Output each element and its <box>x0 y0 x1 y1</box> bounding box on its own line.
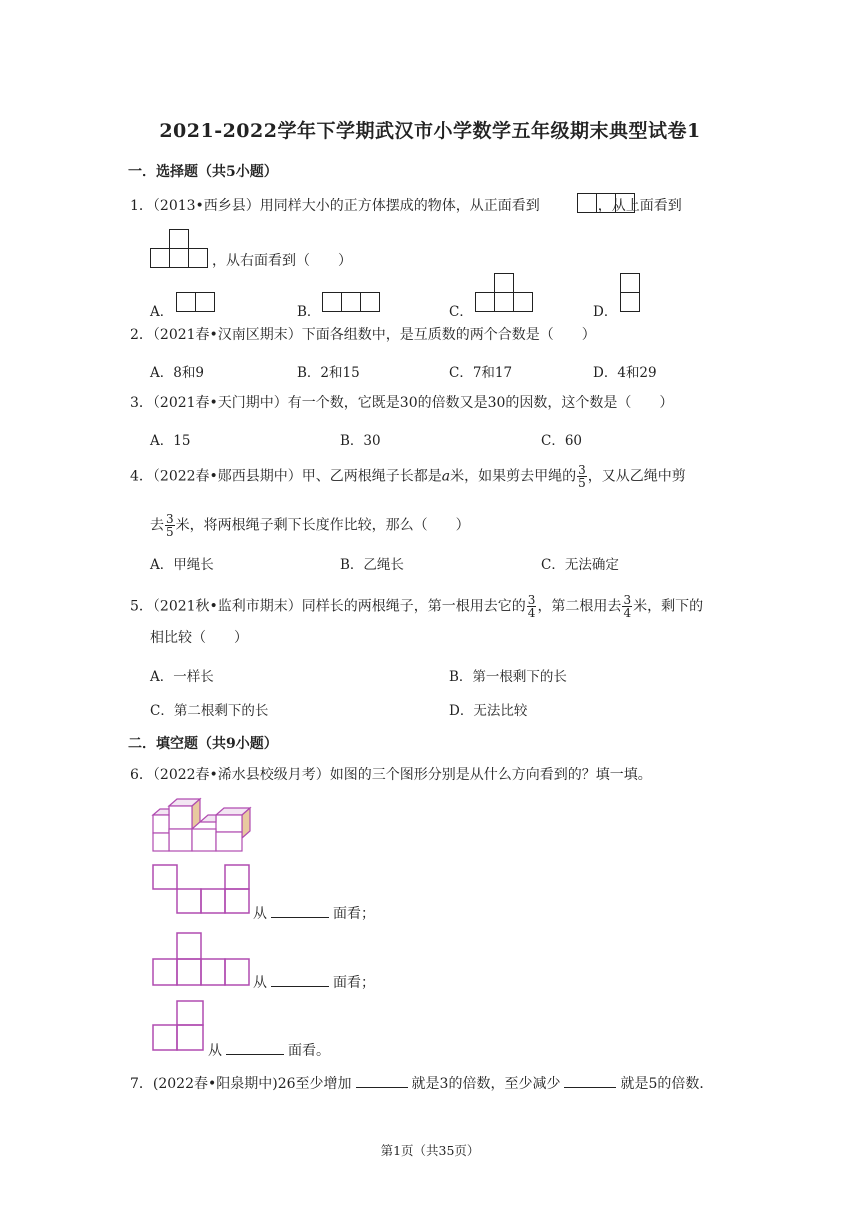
q1-option-d-label: D． <box>593 304 618 320</box>
q5-option-d: D．无法比较 <box>449 703 528 719</box>
section-heading-choice: 一．选择题（共5小题） <box>128 164 278 180</box>
fraction-three-quarters <box>527 594 537 619</box>
page-footer: 第1页（共35页） <box>380 1143 480 1158</box>
q1-option-b-figure <box>322 292 382 314</box>
q7-text-c: 就是5的倍数． <box>620 1076 714 1092</box>
q1-option-a-label: A． <box>150 304 174 320</box>
fraction-denominator: 4 <box>527 606 536 620</box>
fraction-numerator: 3 <box>623 593 632 607</box>
q7-answer-blank-2[interactable] <box>564 1075 616 1088</box>
q6-fill-3-suffix: 面看。 <box>288 1043 330 1059</box>
q6-fill-1-suffix: 面看； <box>333 906 375 922</box>
q6-fill-3-prefix: 从 <box>208 1043 222 1059</box>
fraction-denominator: 4 <box>623 606 632 620</box>
q5-option-c: C．第二根剩下的长 <box>150 703 269 719</box>
q4-option-c: C．无法确定 <box>541 557 619 573</box>
q6-fill-1-prefix: 从 <box>253 906 267 922</box>
q1-option-a-figure <box>176 292 218 314</box>
q3-option-c: C．60 <box>541 433 583 449</box>
q4-text-b: 米，如果剪去甲绳的 <box>450 468 577 485</box>
q2-option-c: C．7和17 <box>449 365 513 381</box>
q5-option-a: A．一样长 <box>150 669 214 685</box>
q5-text-b: ，第二根用去 <box>537 598 622 615</box>
fraction-numerator: 3 <box>578 463 586 477</box>
q1-option-b-label: B． <box>297 304 321 320</box>
question-1-text-b: ，从上面看到 <box>597 198 682 214</box>
q6-fill-2-suffix: 面看； <box>333 975 375 991</box>
q6-view-3-figure <box>152 1000 208 1054</box>
q1-option-d-figure <box>620 273 642 315</box>
q4-text-e: 米，将两根绳子剩下长度作比较，那么（ ） <box>175 517 470 534</box>
fraction-numerator: 3 <box>166 512 174 526</box>
page-title: 2021-2022学年下学期武汉市小学数学五年级期末典型试卷1 <box>159 120 701 142</box>
q6-fill-1 <box>253 905 375 921</box>
question-5-line-2: 相比较（ ） <box>150 630 248 646</box>
q3-option-b: B．30 <box>340 433 381 449</box>
question-2-text: 2．（2021春•汉南区期末）下面各组数中，是互质数的两个合数是（ ） <box>130 327 596 343</box>
variable-a: a <box>441 468 451 485</box>
q6-fill-2-prefix: 从 <box>253 975 267 991</box>
q6-answer-blank-3[interactable] <box>226 1042 284 1055</box>
question-4-line-2 <box>150 513 470 538</box>
q5-option-b: B．第一根剩下的长 <box>449 669 567 685</box>
fraction-denominator: 5 <box>166 525 174 539</box>
q4-text-a: 4．（2022春•郧西县期中）甲、乙两根绳子长都是 <box>130 468 442 485</box>
q6-fill-3 <box>208 1042 330 1058</box>
q4-text-c: ，又从乙绳中剪 <box>587 468 686 485</box>
q6-cube-arrangement-figure <box>152 798 257 854</box>
q4-option-a: A．甲绳长 <box>150 557 214 573</box>
q6-answer-blank-1[interactable] <box>271 905 329 918</box>
question-3-text: 3．（2021春•天门期中）有一个数，它既是30的倍数又是30的因数，这个数是（ ） <box>130 395 674 411</box>
question-5-line-1 <box>130 594 703 619</box>
q4-option-b: B．乙绳长 <box>340 557 404 573</box>
fraction-denominator: 5 <box>578 476 586 490</box>
q1-front-view-figure <box>577 193 637 215</box>
question-1-text-a: 1．（2013•西乡县）用同样大小的正方体摆成的物体，从正面看到 <box>130 198 540 214</box>
q5-text-c: 米，剩下的 <box>633 598 704 615</box>
question-4-line-1 <box>130 464 686 489</box>
section-heading-fill-blank: 二．填空题（共9小题） <box>128 736 278 752</box>
fraction-three-fifths <box>577 464 587 489</box>
q6-view-2-figure <box>152 932 252 990</box>
q7-answer-blank-1[interactable] <box>356 1075 408 1088</box>
q4-text-d: 去 <box>150 517 164 534</box>
q1-option-c-label: C． <box>449 304 473 320</box>
fraction-three-fifths-meter <box>165 513 175 538</box>
q3-option-a: A．15 <box>150 433 191 449</box>
q2-option-b: B．2和15 <box>297 365 360 381</box>
q6-fill-2 <box>253 974 375 990</box>
question-7-text <box>130 1075 713 1091</box>
q7-text-b: 就是3的倍数，至少减少 <box>411 1076 561 1092</box>
question-1-line-2: ，从右面看到（ ） <box>212 253 352 269</box>
q2-option-d: D．4和29 <box>593 365 657 381</box>
q7-text-a: 7．(2022春•阳泉期中)26至少增加 <box>130 1076 352 1092</box>
q5-text-a: 5．（2021秋•监利市期末）同样长的两根绳子，第一根用去它的 <box>130 598 526 615</box>
fraction-numerator: 3 <box>527 593 536 607</box>
q6-answer-blank-2[interactable] <box>271 974 329 987</box>
q6-view-1-figure <box>152 864 252 918</box>
fraction-three-quarters-meter <box>622 594 632 619</box>
q1-top-view-figure <box>150 229 212 271</box>
q1-option-c-figure <box>475 273 535 315</box>
q2-option-a: A．8和9 <box>150 365 204 381</box>
question-6-text: 6．（2022春•浠水县校级月考）如图的三个图形分别是从什么方向看到的？填一填。 <box>130 767 652 783</box>
